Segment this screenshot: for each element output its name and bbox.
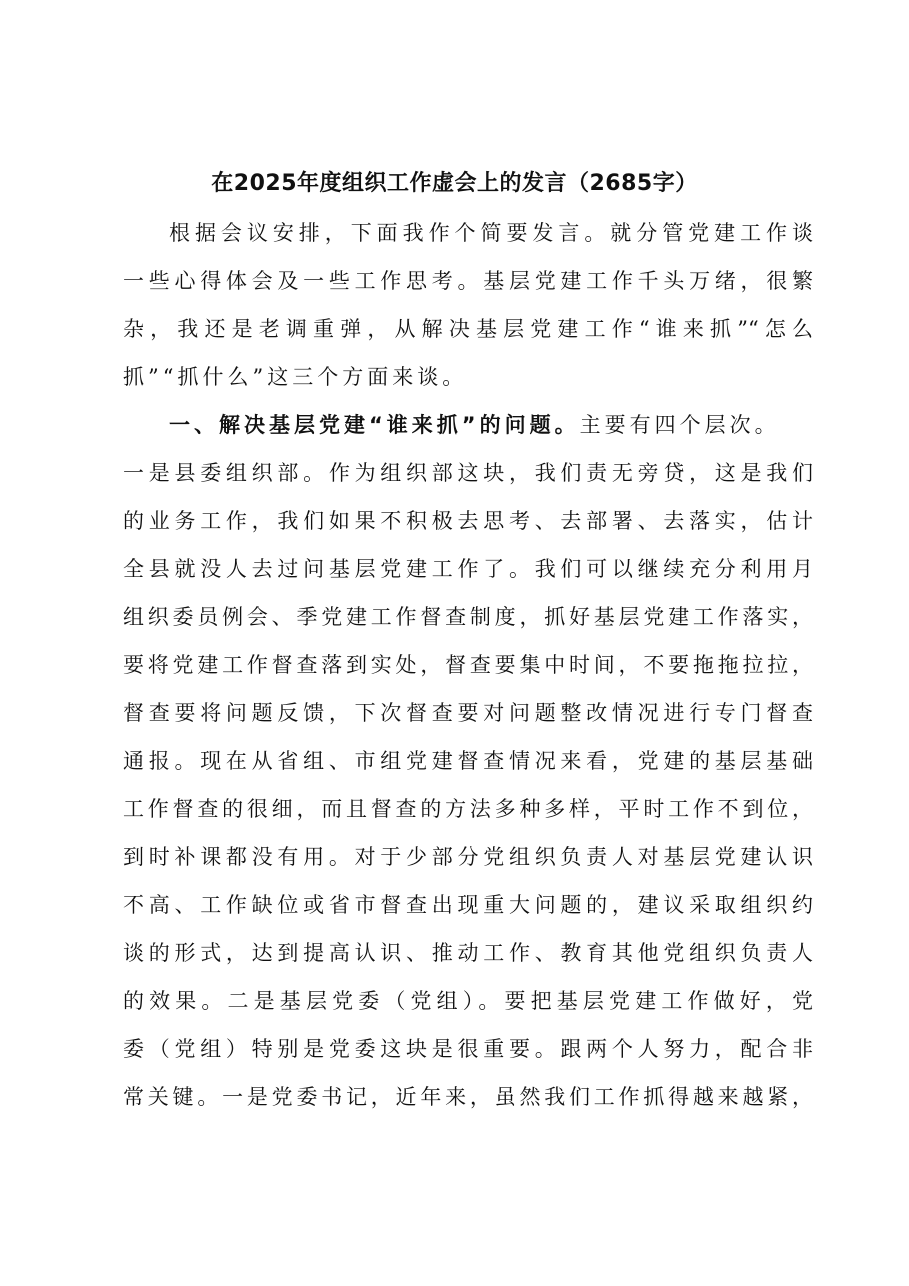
paragraph-line: 的业务工作，我们如果不积极去思考、去部署、去落实，估计	[123, 509, 813, 533]
paragraph-line: 一些心得体会及一些工作思考。基层党建工作千头万绪，很繁	[123, 269, 813, 293]
section-heading-continuation: 主要有四个层次。	[579, 413, 780, 437]
paragraph-line: 到时补课都没有用。对于少部分党组织负责人对基层党建认识	[123, 845, 813, 869]
paragraph-line: 督查要将问题反馈，下次督查要对问题整改情况进行专门督查	[123, 701, 813, 725]
paragraph-line: 谈的形式，达到提高认识、推动工作、教育其他党组织负责人	[123, 941, 813, 965]
section-heading: 一、解决基层党建“谁来抓”的问题。	[169, 413, 580, 437]
paragraph-line: 通报。现在从省组、市组党建督查情况来看，党建的基层基础	[123, 749, 813, 773]
document-body	[123, 209, 813, 1121]
paragraph-line: 不高、工作缺位或省市督查出现重大问题的，建议采取组织约	[123, 893, 813, 917]
paragraph-line: 组织委员例会、季党建工作督查制度，抓好基层党建工作落实，	[123, 605, 813, 629]
document-title: 在2025年度组织工作虚会上的发言（2685字）	[211, 171, 698, 196]
paragraph-line: 杂，我还是老调重弹，从解决基层党建工作“谁来抓”“怎么	[123, 317, 813, 341]
paragraph-line: 的效果。二是基层党委（党组）。要把基层党建工作做好，党	[123, 989, 813, 1013]
paragraph-line: 抓”“抓什么”这三个方面来谈。	[123, 365, 468, 389]
section-heading-line	[123, 401, 813, 449]
paragraph-line: 要将党建工作督查落到实处，督查要集中时间，不要拖拖拉拉，	[123, 653, 813, 677]
paragraph-line: 根据会议安排，下面我作个简要发言。就分管党建工作谈	[169, 221, 813, 245]
paragraph-line: 全县就没人去过问基层党建工作了。我们可以继续充分利用月	[123, 557, 813, 581]
paragraph-line: 工作督查的很细，而且督查的方法多种多样，平时工作不到位，	[123, 797, 813, 821]
paragraph-line: 委（党组）特别是党委这块是很重要。跟两个人努力，配合非	[123, 1037, 813, 1061]
paragraph-line: 常关键。一是党委书记，近年来，虽然我们工作抓得越来越紧，	[123, 1085, 813, 1109]
paragraph-line: 一是县委组织部。作为组织部这块，我们责无旁贷，这是我们	[123, 461, 813, 485]
